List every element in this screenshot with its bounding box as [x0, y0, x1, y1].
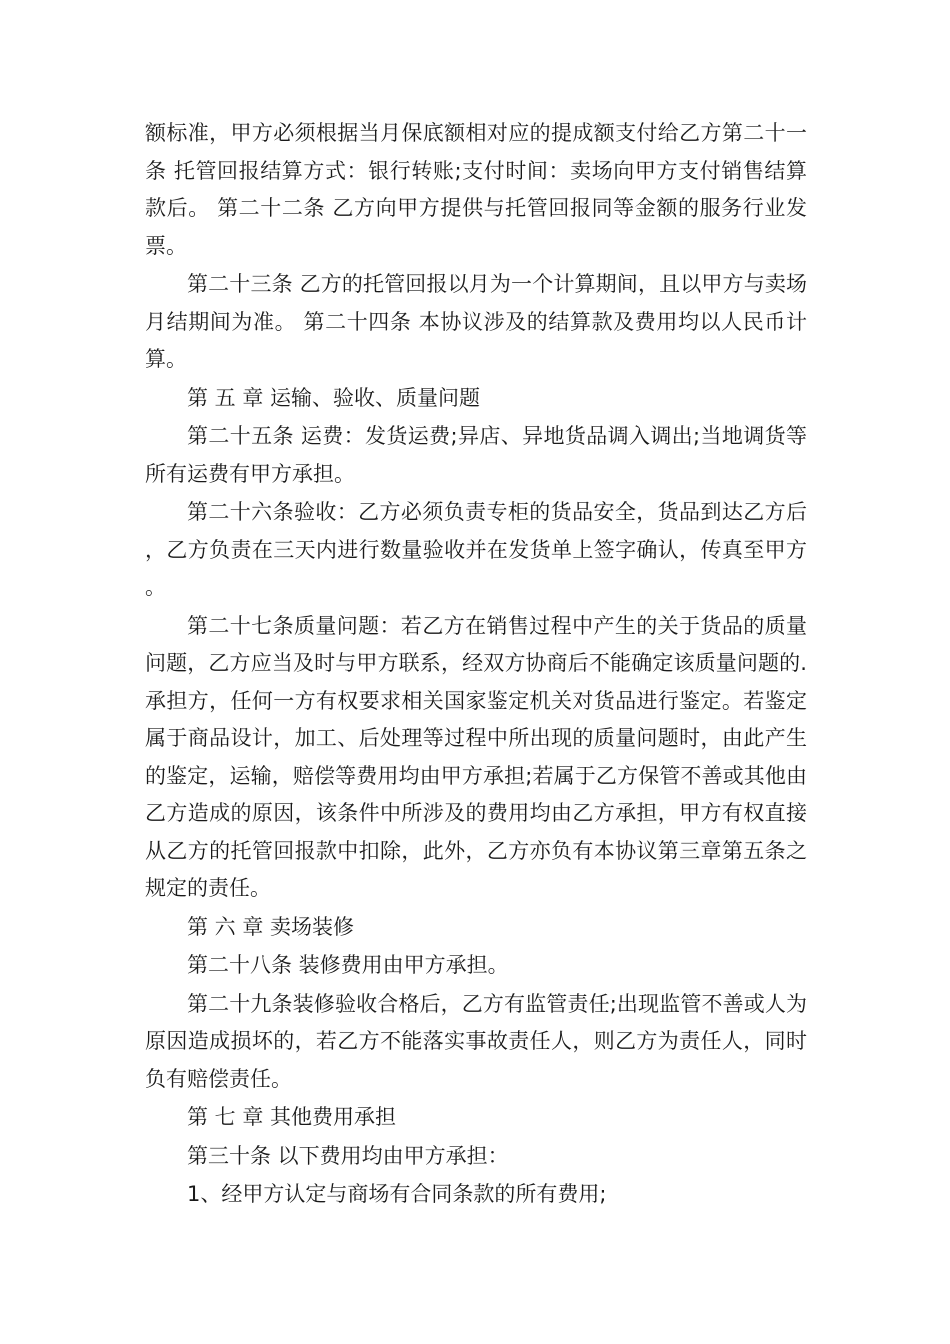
paragraph-article-26: 第二十六条验收：乙方必须负责专柜的货品安全，货品到达乙方后，乙方负责在三天内进行数量验收并在发货单上签字确认，传真至甲方。	[145, 500, 807, 599]
chapter-heading-7: 第 七 章 其他费用承担	[187, 1105, 397, 1129]
document-body	[145, 115, 807, 1215]
paragraph-article-30: 第三十条 以下费用均由甲方承担：	[187, 1143, 509, 1168]
paragraph-article-23-24: 第二十三条 乙方的托管回报以月为一个计算期间，且以甲方与卖场月结期间为准。 第二十四条 本协议涉及的结算款及费用均以人民币计算。	[145, 272, 807, 371]
paragraph-article-29: 第二十九条装修验收合格后，乙方有监管责任;出现监管不善或人为原因造成损坏的，若乙方不能落实事故责任人，则乙方为责任人，同时负有赔偿责任。	[145, 991, 807, 1091]
paragraph-article-28: 第二十八条 装修费用由甲方承担。	[187, 953, 509, 977]
list-item-1: 1、经甲方认定与商场有合同条款的所有费用;	[187, 1182, 607, 1206]
chapter-heading-6: 第 六 章 卖场装修	[187, 914, 355, 939]
paragraph-article-25: 第二十五条 运费：发货运费;异店、异地货品调入调出;当地调货等所有运费有甲方承担。	[145, 424, 807, 486]
paragraph-settlement-continued: 额标准，甲方必须根据当月保底额相对应的提成额支付给乙方第二十一条 托管回报结算方式：银行转账;支付时间：卖场向甲方支付销售结算款后。 第二十二条 乙方向甲方提供与托管回报同等金额的服务行业发票。	[145, 121, 807, 258]
chapter-heading-5: 第 五 章 运输、验收、质量问题	[187, 385, 481, 410]
paragraph-article-27: 第二十七条质量问题：若乙方在销售过程中产生的关于货品的质量问题，乙方应当及时与甲方联系，经双方协商后不能确定该质量问题的.承担方，任何一方有权要求相关国家鉴定机关对货品进行鉴定。若鉴定属于商品设计，加工、后处理等过程中所出现的质量问题时，由此产生的鉴定，运输，赔偿等费用均由甲方承担;若属于乙方保管不善或其他由乙方造成的原因，该条件中所涉及的费用均由乙方承担，甲方有权直接从乙方的托管回报款中扣除，此外，乙方亦负有本协议第三章第五条之规定的责任。	[145, 613, 807, 900]
